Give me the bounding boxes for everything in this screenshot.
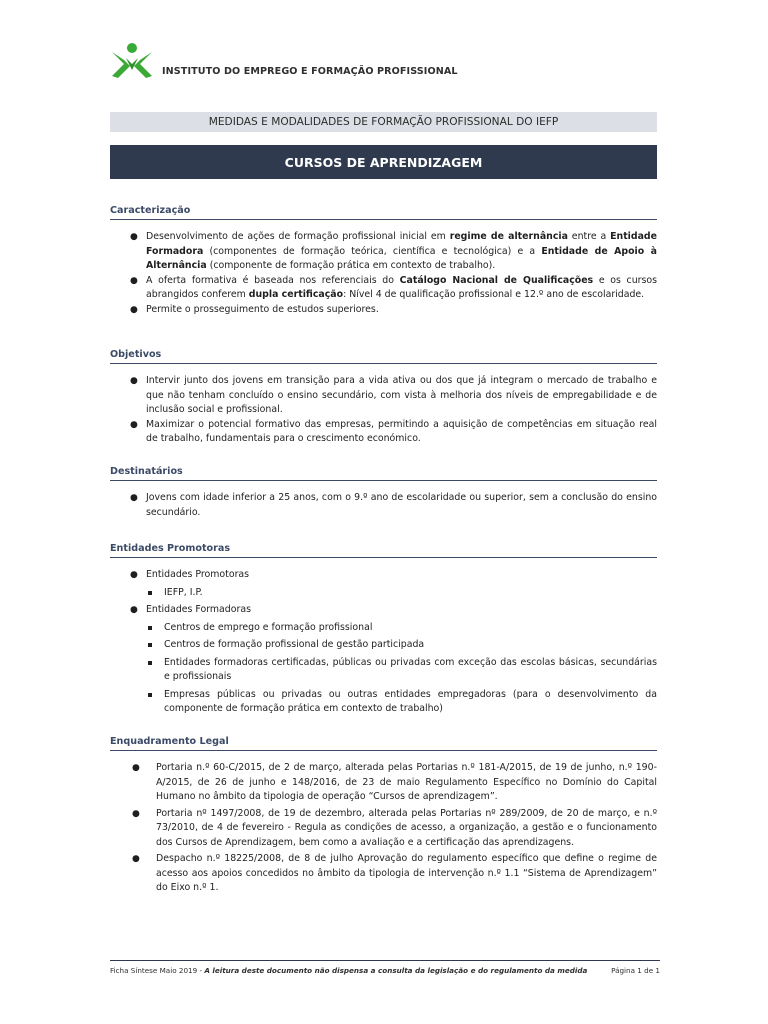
square-bullet-icon — [148, 643, 152, 647]
sub-list-item: Centros de emprego e formação profissional — [146, 621, 657, 636]
section-entidades — [110, 543, 657, 720]
iefp-logo-icon — [110, 42, 154, 80]
page-footer — [110, 960, 660, 975]
document-series-banner: MEDIDAS E MODALIDADES DE FORMAÇÃO PROFISSIONAL DO IEFP — [110, 112, 657, 132]
bullet-icon: ● — [132, 854, 140, 864]
bullet-icon: ● — [130, 570, 138, 580]
sub-list-item: Entidades formadoras certificadas, públicas ou privadas com exceção das escolas básicas, secundárias e profissionais — [146, 656, 657, 685]
list-item: ● Jovens com idade inferior a 25 anos, com o 9.º ano de escolaridade ou superior, sem a conclusão do ensino secundário. — [130, 492, 657, 518]
list-item: ● Permite o prosseguimento de estudos superiores. — [110, 303, 657, 318]
bullet-icon: ● — [130, 376, 138, 386]
org-name: INSTITUTO DO EMPREGO E FORMAÇÃO PROFISSIONAL — [162, 65, 458, 77]
section-heading: Caracterização — [110, 205, 657, 220]
sub-list-item: Empresas públicas ou privadas ou outras entidades empregadoras (para o desenvolvimento da componente de formação prática em contexto de trabalho) — [146, 688, 657, 717]
list-item: ● Despacho n.º 18225/2008, de 8 de julho Aprovação do regulamento específico que define o regime de acesso aos apoios concedidos no âmbito da tipologia de intervenção n.º 1.1 “Sistema de Aprendizagem” do Eixo n.º 1. — [132, 853, 657, 893]
list-item: ● Maximizar o potencial formativo das empresas, permitindo a aquisição de competências em situação real de trabalho, fundamentais para o crescimento económico. — [130, 418, 657, 444]
sub-list-item: Centros de formação profissional de gestão participada — [146, 638, 657, 653]
bullet-icon: ● — [132, 808, 140, 819]
sub-list-item: IEFP, I.P. — [146, 586, 657, 601]
square-bullet-icon — [148, 661, 152, 665]
list-item: ● Portaria nº 1497/2008, de 19 de dezembro, alterada pelas Portarias nº 289/2009, de 20 de março, e n.º 73/2010, de 4 de fevereiro - Regula as condições de acesso, a organização, a gestão e o funcionamento dos Cursos de Aprendizagem, bem como a avaliação e a certificação das aprendizagens. — [132, 807, 657, 848]
section-heading: Objetivos — [110, 349, 657, 364]
bullet-icon: ● — [130, 304, 138, 315]
section-heading: Destinatários — [110, 466, 657, 481]
bullet-icon: ● — [130, 275, 138, 286]
list-item: ● Entidades Promotoras IEFP, I.P. — [110, 568, 657, 600]
list-item: ● Entidades Formadoras Centros de emprego e formação profissional Centros de formação profissional de gestão participada Entidades formadoras certificadas, públicas ou privadas com exceção das escolas básicas, secundárias e profissionais Empresas públicas ou privadas ou outras entidades empregadoras (para o desenvolvimento da componente de formação prática em contexto de trabalho) — [110, 603, 657, 717]
bullet-icon: ● — [130, 419, 138, 430]
section-objetivos — [110, 349, 657, 447]
square-bullet-icon — [148, 693, 152, 697]
bullet-icon: ● — [130, 232, 138, 242]
bullet-icon: ● — [132, 763, 140, 773]
list-item: ● Desenvolvimento de ações de formação profissional inicial em regime de alternância entre a Entidade Formadora (componentes de formação teórica, científica e tecnológica) e a Entidade de Apoio à Alternância (componente de formação prática em contexto de trabalho). — [130, 231, 658, 271]
section-heading: Enquadramento Legal — [110, 736, 657, 751]
square-bullet-icon — [148, 626, 152, 630]
iefp-logo — [110, 42, 458, 80]
bullet-icon: ● — [130, 493, 138, 503]
list-item: ● Intervir junto dos jovens em transição para a vida ativa ou dos que já integram o mercado de trabalho e que não tenham concluído o ensino secundário, com vista à melhoria dos níveis de empregabilidade e de inclusão social e profissional. — [130, 375, 657, 415]
square-bullet-icon — [148, 591, 152, 595]
list-item: ● A oferta formativa é baseada nos referenciais do Catálogo Nacional de Qualificações e os cursos abrangidos conferem dupla certificação: Nível 4 de qualificação profissional e 12.º ano de escolaridade. — [130, 274, 657, 300]
document-title-banner: CURSOS DE APRENDIZAGEM — [110, 145, 657, 179]
section-heading: Entidades Promotoras — [110, 543, 657, 558]
section-destinatarios — [110, 466, 657, 520]
footer-notice: Ficha Síntese Maio 2019 - A leitura deste documento não dispensa a consulta da legislação e do regulamento da medida — [110, 966, 588, 975]
bullet-icon: ● — [130, 605, 138, 615]
section-enquadramento-legal — [110, 736, 657, 898]
section-caracterizacao — [110, 205, 657, 317]
page-number: Página 1 de 1 — [611, 966, 660, 975]
list-item: ● Portaria n.º 60-C/2015, de 2 de março, alterada pelas Portarias n.º 181-A/2015, de 19 de junho, n.º 190-A/2015, de 26 de junho e 148/2016, de 23 de maio Regulamento Específico no Domínio do Capital Humano no âmbito da tipologia de operação “Cursos de aprendizagem”. — [132, 762, 657, 802]
